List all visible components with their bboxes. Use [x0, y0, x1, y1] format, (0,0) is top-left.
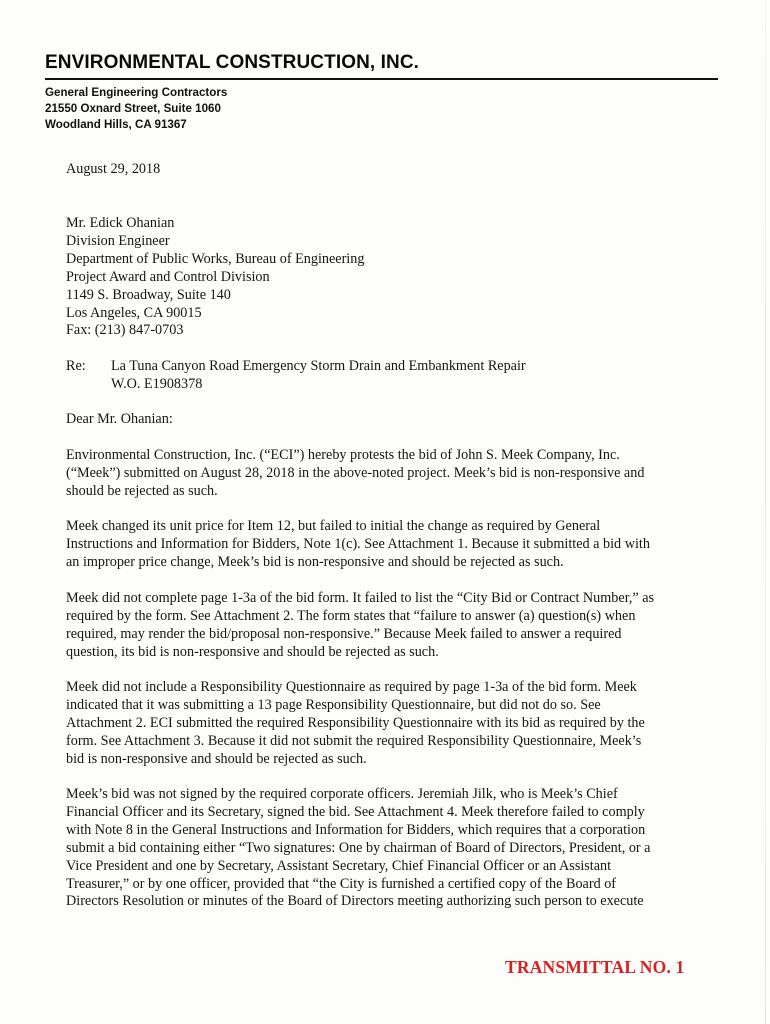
- paragraph-line: Directors Resolution or minutes of the Board of Directors meeting authorizing such person to execute: [66, 893, 644, 910]
- paragraph-questionnaire: [66, 679, 645, 769]
- company-street: 21550 Oxnard Street, Suite 1060: [45, 101, 221, 115]
- recipient-address: [66, 215, 364, 340]
- company-tagline: General Engineering Contractors: [45, 86, 228, 99]
- paragraph-unit-price: [66, 518, 650, 572]
- paragraph-line: required by the form. See Attachment 2. The form states that “failure to answer (a) question(s) when: [66, 607, 636, 624]
- paragraph-line: Attachment 2. ECI submitted the required Responsibility Questionnaire with its bid as required by the: [66, 714, 645, 731]
- paragraph-line: submit a bid containing either “Two signatures: One by chairman of Board of Directors, President, or a: [66, 839, 651, 856]
- paragraph-line: an improper price change, Meek’s bid is non-responsive and should be rejected as such.: [66, 553, 564, 570]
- recipient-line: Los Angeles, CA 90015: [66, 304, 202, 321]
- recipient-line: Mr. Edick Ohanian: [66, 215, 175, 231]
- scan-edge-artifact: [765, 0, 766, 1024]
- company-city: Woodland Hills, CA 91367: [45, 117, 187, 131]
- recipient-line: Fax: (213) 847-0703: [66, 322, 184, 339]
- recipient-line: Project Award and Control Division: [66, 268, 270, 285]
- paragraph-line: Meek changed its unit price for Item 12, but failed to initial the change as required by General: [66, 518, 601, 534]
- re-subject: [111, 358, 526, 394]
- letter-date: August 29, 2018: [66, 161, 161, 177]
- paragraph-line: required, may render the bid/proposal non-responsive.” Because Meek failed to answer a required: [66, 625, 622, 642]
- letterhead-divider: [45, 78, 718, 80]
- letterhead-details: [45, 85, 227, 132]
- re-label: Re:: [66, 358, 86, 374]
- paragraph-line: Meek did not include a Responsibility Questionnaire as required by page 1-3a of the bid form. Meek: [66, 679, 637, 695]
- paragraph-line: Environmental Construction, Inc. (“ECI”) hereby protests the bid of John S. Meek Company, Inc.: [66, 447, 620, 463]
- paragraph-protest: [66, 447, 644, 501]
- paragraph-line: Meek did not complete page 1-3a of the bid form. It failed to list the “City Bid or Contract Number,” as: [66, 590, 655, 606]
- paragraph-signatures: [66, 786, 650, 911]
- recipient-line: Department of Public Works, Bureau of Engineering: [66, 250, 365, 267]
- company-name: ENVIRONMENTAL CONSTRUCTION, INC.: [45, 52, 420, 73]
- paragraph-line: should be rejected as such.: [66, 482, 218, 499]
- recipient-line: 1149 S. Broadway, Suite 140: [66, 286, 231, 303]
- paragraph-line: question, its bid is non-responsive and should be rejected as such.: [66, 643, 439, 660]
- salutation: Dear Mr. Ohanian:: [66, 411, 173, 427]
- transmittal-stamp: TRANSMITTAL NO. 1: [505, 957, 685, 977]
- paragraph-line: bid is non-responsive and should be rejected as such.: [66, 750, 367, 767]
- re-line: W.O. E1908378: [111, 375, 203, 392]
- paragraph-line: with Note 8 in the General Instructions and Information for Bidders, which requires that a corporation: [66, 821, 646, 838]
- paragraph-line: Meek’s bid was not signed by the required corporate officers. Jeremiah Jilk, who is Meek’s Chief: [66, 786, 618, 802]
- paragraph-line: (“Meek”) submitted on August 28, 2018 in the above-noted project. Meek’s bid is non-responsive and: [66, 464, 645, 481]
- paragraph-line: Treasurer,” or by one officer, provided that “the City is furnished a certified copy of the Board of: [66, 875, 617, 892]
- paragraph-line: indicated that it was submitting a 13 page Responsibility Questionnaire, but did not do so. See: [66, 696, 601, 713]
- paragraph-bid-form: [66, 590, 654, 662]
- recipient-line: Division Engineer: [66, 232, 170, 249]
- paragraph-line: Financial Officer and its Secretary, signed the bid. See Attachment 4. Meek therefore failed to comply: [66, 803, 645, 820]
- paragraph-line: form. See Attachment 3. Because it did not submit the required Responsibility Questionnaire, Meek’s: [66, 732, 642, 749]
- re-line: La Tuna Canyon Road Emergency Storm Drain and Embankment Repair: [111, 358, 526, 374]
- paragraph-line: Vice President and one by Secretary, Assistant Secretary, Chief Financial Officer or an Assistant: [66, 857, 612, 874]
- paragraph-line: Instructions and Information for Bidders, Note 1(c). See Attachment 1. Because it submitted a bid with: [66, 535, 650, 552]
